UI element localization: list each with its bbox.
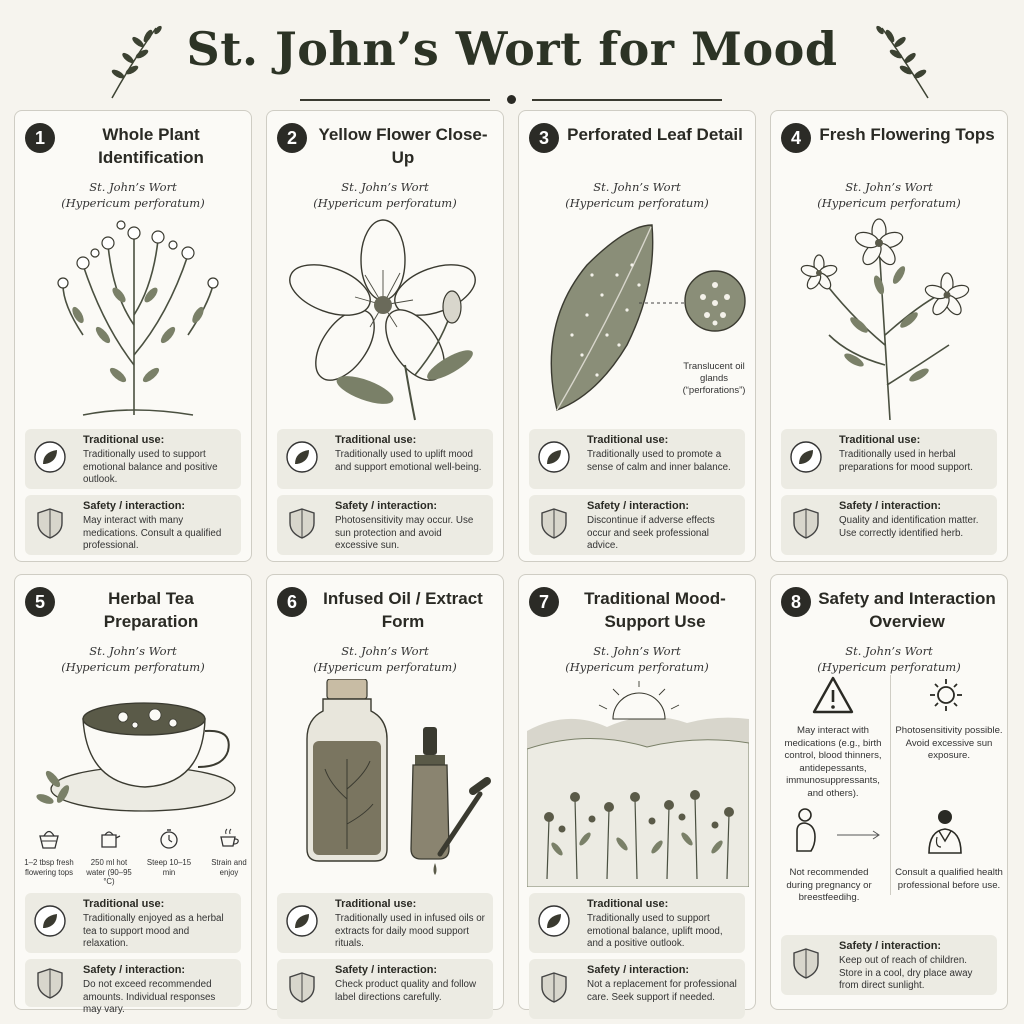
card-perforated-leaf [518, 110, 756, 562]
pregnancy-icon [785, 807, 825, 855]
tea-step-herb: 1–2 tbsp fresh flowering tops [21, 827, 77, 877]
leaf-icon [537, 440, 571, 474]
plant-name: St. John’s Wort (Hypericum perforatum) [313, 180, 457, 210]
shield-icon [285, 970, 319, 1004]
card-flowering-tops [770, 110, 1008, 562]
overview-divider [890, 675, 891, 895]
leaf-icon [789, 440, 823, 474]
traditional-use-box: Traditional use: Traditionally used to support emotional balance and positive outlook. [25, 429, 241, 489]
card-title: Fresh Flowering Tops [819, 125, 995, 144]
kettle-icon [97, 827, 121, 849]
traditional-use-box: Traditional use: Traditionally enjoyed as a herbal tea to support mood and relaxation. [25, 893, 241, 953]
leaf-icon [537, 904, 571, 938]
card-title: Safety and Interaction Overview [818, 589, 996, 631]
card-infused-oil [266, 574, 504, 1010]
card-number: 4 [781, 123, 811, 153]
safety-box: Safety / interaction: Discontinue if adverse effects occur and seek professional advice. [529, 495, 745, 555]
card-whole-plant [14, 110, 252, 562]
plant-name: St. John’s Wort (Hypericum perforatum) [61, 644, 205, 674]
whole-plant-illustration [23, 215, 245, 423]
card-number: 1 [25, 123, 55, 153]
traditional-use-box: Traditional use: Traditionally used to promote a sense of calm and inner balance. [529, 429, 745, 489]
card-number: 3 [529, 123, 559, 153]
card-title: Yellow Flower Close-Up [318, 125, 488, 167]
shield-icon [33, 506, 67, 540]
traditional-use-box: Traditional use: Traditionally used in herbal preparations for mood support. [781, 429, 997, 489]
card-number: 8 [781, 587, 811, 617]
photosensitivity-text: Photosensitivity possible. Avoid excessive sun exposure. [895, 725, 1003, 761]
left-sprig-icon [92, 22, 172, 102]
arrow-divider-icon [835, 827, 883, 843]
plant-name: St. John’s Wort (Hypericum perforatum) [313, 644, 457, 674]
card-grid [14, 110, 1010, 1015]
meadow-landscape-illustration [527, 679, 749, 887]
card-safety-overview [770, 574, 1008, 1010]
card-title: Traditional Mood-Support Use [584, 589, 726, 631]
flowering-tops-illustration [779, 215, 1001, 423]
traditional-use-box: Traditional use: Traditionally used to support emotional balance, uplift mood, and a positive outlook. [529, 893, 745, 953]
leaf-icon [33, 904, 67, 938]
safety-box: Safety / interaction: Quality and identification matter. Use correctly identified herb. [781, 495, 997, 555]
card-number: 6 [277, 587, 307, 617]
card-title: Whole Plant Identification [98, 125, 204, 167]
pregnancy-warning-text: Not recommended during pregnancy or breestfeedihg. [786, 867, 872, 903]
right-sprig-icon [866, 22, 946, 102]
shield-icon [33, 966, 67, 1000]
plant-name: St. John’s Wort (Hypericum perforatum) [61, 180, 205, 210]
card-title: Herbal Tea Preparation [103, 589, 199, 631]
leaf-icon [285, 904, 319, 938]
consult-professional-text: Consult a qualified health professional before use. [895, 867, 1003, 891]
page-title: St. John’s Wort for Mood [186, 22, 838, 76]
tea-cup-illustration [23, 679, 245, 819]
card-herbal-tea [14, 574, 252, 1015]
card-yellow-flower [266, 110, 504, 562]
plant-name: St. John’s Wort (Hypericum perforatum) [817, 644, 961, 674]
plant-name: St. John’s Wort (Hypericum perforatum) [565, 644, 709, 674]
shield-icon [537, 506, 571, 540]
interaction-warning-text: May interact with medications (e.g., birth control, blood thinners, antidepessants, immunosuppressants, and others). [784, 725, 882, 799]
sun-icon [926, 675, 966, 715]
safety-box: Safety / interaction: Photosensitivity may occur. Use sun protection and avoid excessive sun. [277, 495, 493, 555]
shield-icon [537, 970, 571, 1004]
card-number: 2 [277, 123, 307, 153]
card-title: Infused Oil / Extract Form [323, 589, 483, 631]
plant-name: St. John’s Wort (Hypericum perforatum) [565, 180, 709, 210]
timer-icon [157, 827, 181, 849]
card-number: 7 [529, 587, 559, 617]
shield-icon [789, 946, 823, 980]
safety-box: Safety / interaction: Do not exceed recommended amounts. Individual responses may vary. [25, 959, 241, 1007]
leaf-icon [285, 440, 319, 474]
shield-icon [285, 506, 319, 540]
oil-bottle-illustration [275, 679, 497, 887]
flower-closeup-illustration [275, 215, 497, 423]
plant-name: St. John’s Wort (Hypericum perforatum) [817, 180, 961, 210]
safety-box: Safety / interaction: Keep out of reach of children. Store in a cool, dry place away from direct sunlight. [781, 935, 997, 995]
tea-step-steep: Steep 10–15 min [141, 827, 197, 877]
safety-box: Safety / interaction: Check product quality and follow label directions carefully. [277, 959, 493, 1019]
safety-box: Safety / interaction: Not a replacement for professional care. Seek support if needed. [529, 959, 745, 1019]
leaf-icon [33, 440, 67, 474]
tea-steps [21, 827, 245, 893]
cup-icon [217, 827, 241, 849]
traditional-use-box: Traditional use: Traditionally used in infused oils or extracts for daily mood support rituals. [277, 893, 493, 953]
basket-icon [37, 827, 61, 849]
shield-icon [789, 506, 823, 540]
warning-icon [811, 675, 855, 715]
oil-gland-annotation: Translucent oil glands (“perforations”) [682, 361, 746, 396]
card-number: 5 [25, 587, 55, 617]
title-divider [300, 95, 724, 105]
safety-box: Safety / interaction: May interact with many medications. Consult a qualified professional. [25, 495, 241, 555]
card-mood-support [518, 574, 756, 1010]
traditional-use-box: Traditional use: Traditionally used to uplift mood and support emotional well-being. [277, 429, 493, 489]
doctor-icon [923, 807, 967, 855]
tea-step-strain: Strain and enjoy [201, 827, 257, 877]
tea-step-water: 250 ml hot water (90–95 °C) [81, 827, 137, 887]
card-title: Perforated Leaf Detail [567, 125, 743, 144]
